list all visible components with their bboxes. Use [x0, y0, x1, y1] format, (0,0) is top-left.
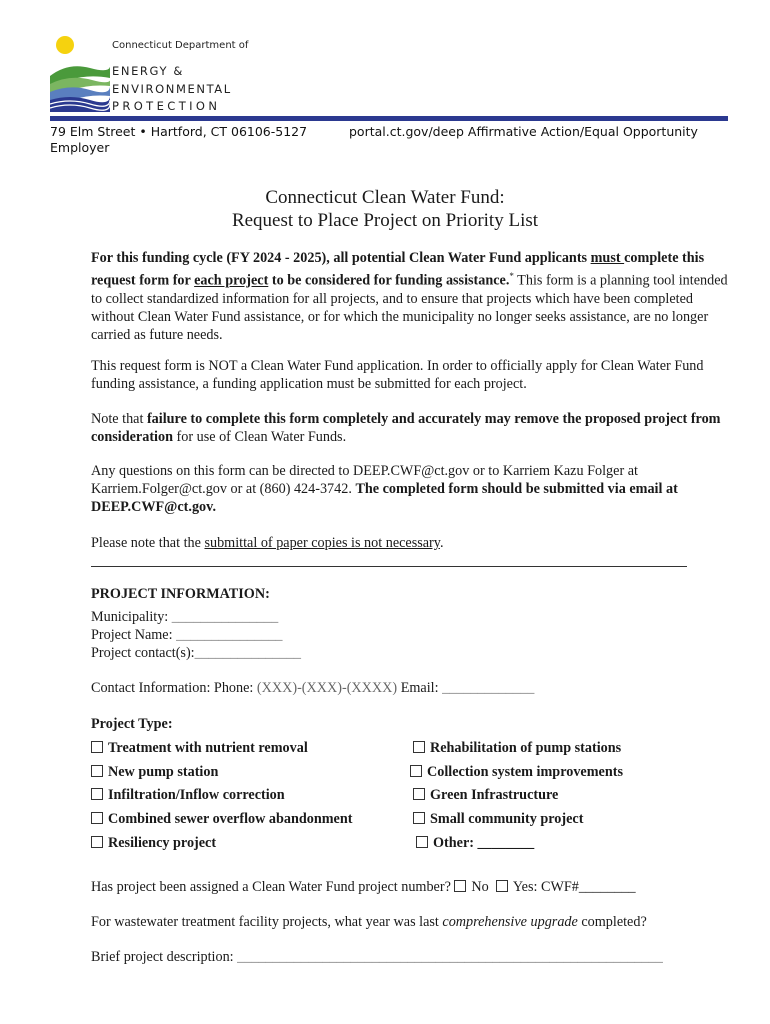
checkbox-label: Small community project	[430, 811, 584, 827]
notice-paragraph: This request form is NOT a Clean Water Fund application. In order to officially apply for Clean Water Fund funding assistance, a funding application must be submitted for each project.	[91, 358, 704, 392]
upgrade-italic: comprehensive upgrade	[442, 914, 578, 930]
checkbox-yes[interactable]	[496, 880, 508, 892]
upgrade-tail: completed?	[577, 914, 647, 930]
checkbox-icon[interactable]	[91, 765, 103, 777]
checkbox-resiliency[interactable]	[91, 835, 216, 852]
project-contacts-field[interactable]	[91, 645, 301, 662]
website-eeo: portal.ct.gov/deep Affirmative Action/Equal Opportunity	[349, 124, 698, 139]
note-paragraph	[91, 410, 731, 446]
checkbox-small-community[interactable]	[413, 811, 583, 828]
intro-bold-2: complete this request form for	[91, 250, 705, 289]
cwf-number-question	[91, 879, 636, 896]
note-tail: for use of Clean Water Funds.	[172, 429, 347, 445]
project-name-label: Project Name:	[91, 627, 173, 643]
footnote-marker[interactable]: *	[509, 271, 514, 281]
municipality-field[interactable]	[91, 609, 278, 626]
title-line-1: Connecticut Clean Water Fund:	[265, 187, 505, 208]
checkbox-label: Rehabilitation of pump stations	[430, 740, 622, 756]
section-divider	[91, 566, 687, 567]
checkbox-label: Infiltration/Inflow correction	[108, 787, 285, 803]
cwf-question-text: Has project been assigned a Clean Water Fund project number?	[91, 879, 455, 895]
sun-icon	[56, 36, 74, 54]
checkbox-label: Other: ________	[433, 835, 535, 851]
checkbox-new-pump-station[interactable]	[91, 764, 218, 781]
intro-bold-1: For this funding cycle (FY 2024 - 2025), all potential Clean Water Fund applicants	[91, 250, 591, 266]
checkbox-green-infrastructure[interactable]	[413, 787, 558, 804]
intro-must: must	[590, 250, 625, 266]
agency-line-3: PROTECTION	[112, 99, 221, 113]
checkbox-collection-system[interactable]	[410, 764, 623, 781]
project-contacts-label: Project contact(s):	[91, 645, 195, 661]
upgrade-lead: For wastewater treatment facility projects, what year was last	[91, 914, 443, 930]
questions-text: Any questions on this form can be directed to DEEP.CWF@ct.gov or to Karriem Kazu Folger at Karriem.Folger@ct.gov or at (860) 424-3742.	[91, 463, 638, 497]
checkbox-label: Treatment with nutrient removal	[108, 740, 308, 756]
municipality-blank[interactable]: _______________	[171, 609, 279, 625]
checkbox-icon[interactable]	[91, 741, 103, 753]
checkbox-label: Green Infrastructure	[430, 787, 559, 803]
contact-label: Contact Information: Phone:	[91, 680, 257, 696]
agency-line-1: ENERGY &	[112, 64, 184, 78]
page-title	[0, 186, 770, 232]
checkbox-icon[interactable]	[416, 836, 428, 848]
checkbox-label: New pump station	[108, 764, 219, 780]
checkbox-other[interactable]	[416, 835, 534, 852]
paper-tail: .	[439, 535, 444, 551]
phone-input[interactable]: (XXX)-(XXX)-(XXXX)	[256, 680, 398, 696]
project-contacts-blank[interactable]: _______________	[194, 645, 302, 661]
checkbox-treatment-nutrient[interactable]	[91, 740, 308, 757]
checkbox-combined-sewer[interactable]	[91, 811, 352, 828]
checkbox-icon[interactable]	[91, 836, 103, 848]
note-bold: failure to complete this form completely and accurately may remove the proposed project from consideration	[91, 411, 721, 445]
checkbox-icon[interactable]	[91, 812, 103, 824]
project-info-heading: PROJECT INFORMATION:	[91, 586, 270, 602]
checkbox-icon[interactable]	[413, 788, 425, 800]
address: 79 Elm Street • Hartford, CT 06106-5127	[50, 124, 308, 139]
questions-paragraph	[91, 462, 731, 516]
email-blank[interactable]: _____________	[442, 680, 535, 696]
checkbox-label: Collection system improvements	[427, 764, 623, 780]
contact-information	[91, 680, 534, 697]
paper-copies-note	[91, 534, 731, 552]
checkbox-label: Resiliency project	[108, 835, 217, 851]
paper-underlined: submittal of paper copies is not necessary	[204, 535, 440, 551]
title-line-2: Request to Place Project on Priority List	[231, 210, 539, 231]
checkbox-icon[interactable]	[413, 741, 425, 753]
header-rule	[50, 116, 728, 121]
project-description-field[interactable]	[91, 949, 663, 966]
checkbox-no[interactable]	[454, 880, 466, 892]
agency-line-2: ENVIRONMENTAL	[112, 82, 232, 96]
project-name-field[interactable]	[91, 627, 283, 644]
note-lead: Note that	[91, 411, 147, 427]
email-label: Email:	[397, 680, 443, 696]
intro-each-project: each project	[194, 272, 269, 289]
checkbox-rehab-pump-stations[interactable]	[413, 740, 621, 757]
upgrade-question	[91, 914, 647, 931]
checkbox-icon[interactable]	[413, 812, 425, 824]
checkbox-icon[interactable]	[410, 765, 422, 777]
no-label: No	[471, 879, 489, 895]
yes-label: Yes: CWF#________	[512, 879, 636, 895]
paper-lead: Please note that the	[91, 535, 205, 551]
description-label: Brief project description:	[91, 949, 238, 965]
questions-bold: The completed form should be submitted via email at DEEP.CWF@ct.gov.	[91, 481, 678, 515]
deep-logo	[50, 34, 110, 112]
intro-paragraph	[91, 249, 731, 344]
checkbox-infiltration-inflow[interactable]	[91, 787, 285, 804]
project-type-heading: Project Type:	[91, 716, 173, 732]
municipality-label: Municipality:	[91, 609, 169, 625]
checkbox-icon[interactable]	[91, 788, 103, 800]
checkbox-label: Combined sewer overflow abandonment	[108, 811, 353, 827]
description-blank[interactable]: ____________________________________________________________	[237, 949, 663, 965]
project-name-blank[interactable]: _______________	[176, 627, 283, 643]
agency-department: Connecticut Department of	[112, 40, 249, 51]
intro-bold-3: to be considered for funding assistance.	[268, 272, 510, 289]
intro-rest: This form is a planning tool intended to collect standardized information for all projects, and to ensure that projects which have been completed without Clean Water Fund assistance, or for which the municipality no longer seeks assistance, are no longer carried as future needs.	[91, 272, 728, 343]
employer-text: Employer	[50, 140, 110, 155]
